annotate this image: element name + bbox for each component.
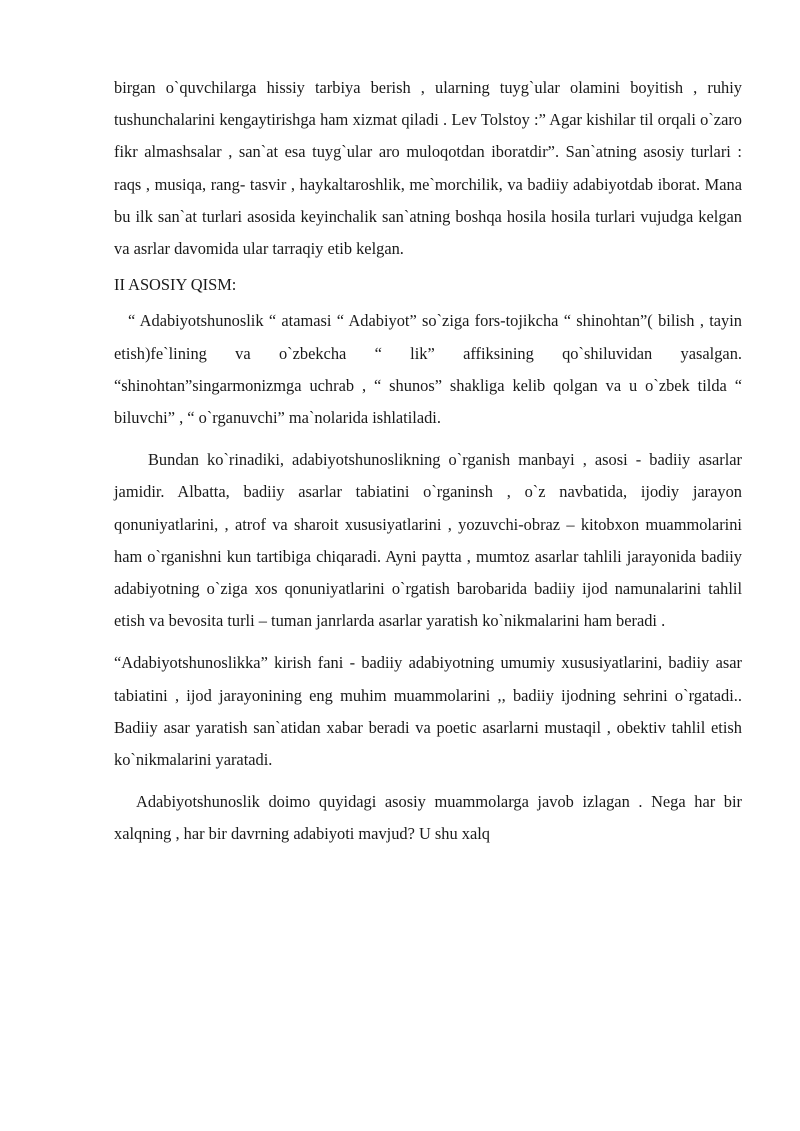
sources-paragraph: Bundan ko`rinadiki, adabiyotshunoslikning o`rganish manbayi , asosi - badiiy asarlar jamidir. Albatta, badiiy asarlar tabiatini o`rganinsh , o`z navbatida, ijodiy jarayon qonuniyatlarini, , atrof va sharoit xususiyatlarini , yozuvchi-obraz – kitobxon muammolarini ham o`rganishni kun tartibiga chiqaradi. Ayni paytta , mumtoz asarlar tahlili jarayonida badiiy adabiyotning o`ziga xos qonuniyatlarini o`rgatish barobarida badiiy ijod namunalarini tahlil etish va bevosita turli – tuman janrlarda asarlar yaratish ko`nikmalarini ham beradi .	[114, 450, 742, 631]
etymology-paragraph: “ Adabiyotshunoslik “ atamasi “ Adabiyot” so`ziga fors-tojikcha “ shinohtan”( bilish , tayin etish)fe`lining va o`zbekcha “ lik” affiksining qo`shiluvidan yasalgan. “shinohtan”singarmonizmga uchrab , “ shunos” shakliga kelib qolgan va u o`zbek tilda “ biluvchi” , “ o`rganuvchi” ma`nolarida ishlatiladi.	[114, 311, 742, 428]
document-page	[114, 72, 742, 851]
intro-paragraph: birgan o`quvchilarga hissiy tarbiya berish , ularning tuyg`ular olamini boyitish , ruhiy tushunchalarini kengaytirishga ham xizmat qiladi . Lev Tolstoy :” Agar kishilar til orqali o`zaro fikr almashsalar , san`at esa tuyg`ular aro muloqotdan iboratdir”. San`atning asosiy turlari : raqs , musiqa, rang- tasvir , haykaltaroshlik, me`morchilik, va badiiy adabiyotdab iborat. Mana bu ilk san`at turlari asosida keyinchalik san`atning boshqa hosila hosila turlari vujudga kelgan va asrlar davomida ular tarraqiy etib kelgan.	[114, 78, 742, 259]
section-heading: II ASOSIY QISM:	[114, 275, 237, 295]
problems-paragraph: Adabiyotshunoslik doimo quyidagi asosiy muammolarga javob izlagan . Nega har bir xalqning , har bir davrning adabiyoti mavjud? U shu xalq	[114, 792, 742, 844]
course-paragraph: “Adabiyotshunoslikka” kirish fani - badiiy adabiyotning umumiy xususiyatlarini, badiiy asar tabiatini , ijod jarayonining eng muhim muammolarini ,, badiiy ijodning sehrini o`rgatadi.. Badiiy asar yaratish san`atidan xabar beradi va poetic asarlarni mustaqil , obektiv tahlil etish ko`nikmalarini yaratadi.	[114, 653, 742, 770]
